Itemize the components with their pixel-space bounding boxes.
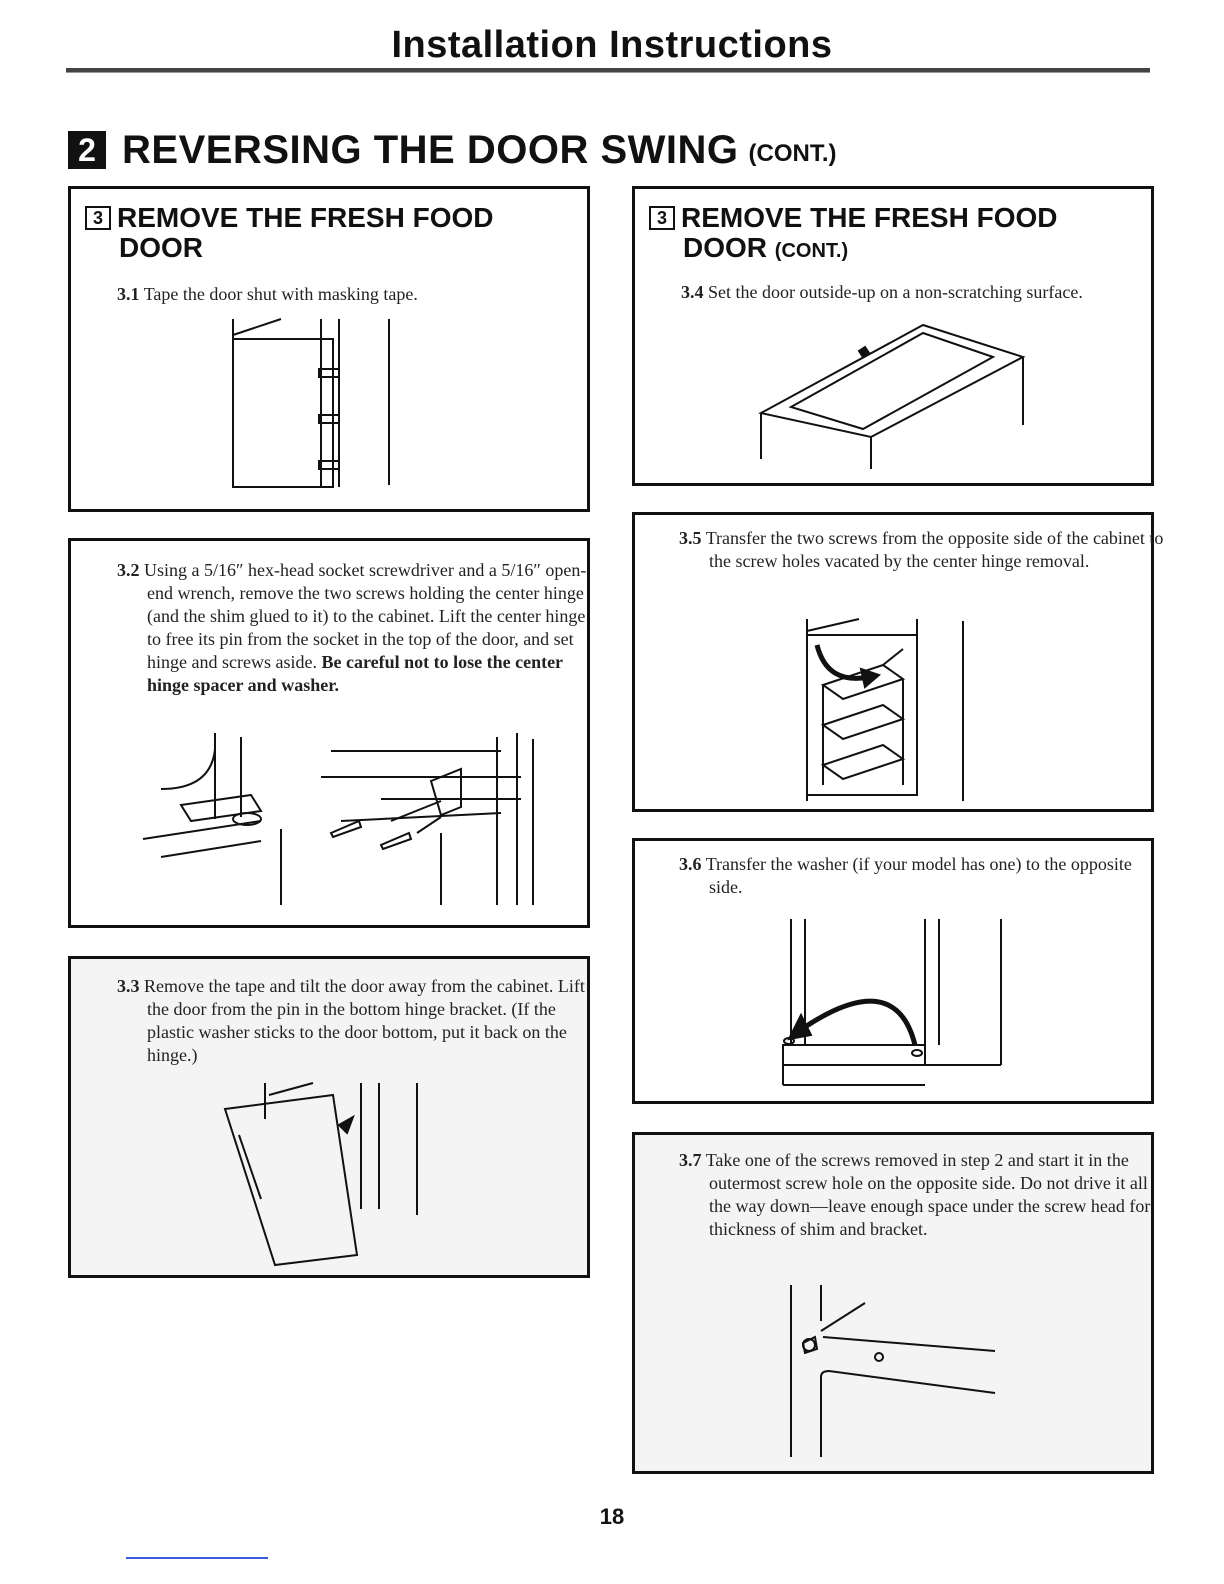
step-body: Using a 5/16″ hex-head socket screwdriver and a 5/16″ open-end wrench, remove the two screws holding the center hinge (and the shim glued to it) to the cabinet. Lift the center hinge to free its pin from the socket in the top of the door, and set hinge and screws aside. <box>144 560 587 672</box>
step-3-5-text <box>679 527 1165 573</box>
step-heading-line1: REMOVE THE FRESH FOOD <box>681 202 1058 233</box>
step-number-badge: 3 <box>649 206 675 230</box>
page-header: Installation Instructions <box>391 24 833 66</box>
step-body: Transfer the washer (if your model has one) to the opposite side. <box>705 854 1132 897</box>
center-hinge-illustration <box>141 729 561 919</box>
step-3-3-text <box>117 975 601 1067</box>
step-3-1-box <box>68 186 590 512</box>
step-3-7-box <box>632 1132 1154 1474</box>
page-number: 18 <box>599 1504 625 1529</box>
door-taped-illustration <box>221 315 421 495</box>
step-3-6-box <box>632 838 1154 1104</box>
step-body: Tape the door shut with masking tape. <box>143 284 418 304</box>
step-3-6-text <box>679 853 1165 899</box>
door-on-surface-illustration <box>753 321 1043 471</box>
step-heading-line1: REMOVE THE FRESH FOOD <box>117 202 494 233</box>
section-number-badge: 2 <box>68 131 106 169</box>
section-title-text: REVERSING THE DOOR SWING <box>122 127 739 172</box>
screw-transfer-illustration <box>803 615 983 805</box>
header-rule <box>66 68 1150 73</box>
screw-start-illustration <box>785 1281 1005 1461</box>
step-warning: Be careful not to lose the center hinge spacer and washer. <box>147 652 563 695</box>
step-body: Transfer the two screws from the opposite side of the cabinet to the screw holes vacated by the center hinge removal. <box>705 528 1164 571</box>
step-heading-line2: DOOR <box>683 232 767 263</box>
step-number: 3.2 <box>117 560 140 580</box>
step-number-badge: 3 <box>85 206 111 230</box>
step-number: 3.3 <box>117 976 140 996</box>
step-number: 3.1 <box>117 284 140 304</box>
step-heading-cont: (CONT.) <box>774 240 849 262</box>
step-3-1-text <box>117 283 577 306</box>
step-body: Remove the tape and tilt the door away from the cabinet. Lift the door from the pin in the bottom hinge bracket. (If the plastic washer sticks to the door bottom, put it back on the hinge.) <box>144 976 585 1065</box>
step-number: 3.6 <box>679 854 702 874</box>
step-number: 3.5 <box>679 528 702 548</box>
section-cont: (CONT.) <box>748 140 837 167</box>
step-3-2-box <box>68 538 590 928</box>
washer-transfer-illustration <box>775 915 1015 1095</box>
door-tilt-illustration <box>221 1079 441 1269</box>
section-title <box>68 128 836 172</box>
step-number: 3.7 <box>679 1150 702 1170</box>
step-3-4-text <box>681 281 1131 304</box>
step-heading <box>85 203 493 263</box>
step-heading <box>649 203 1057 266</box>
step-body: Set the door outside-up on a non-scratching surface. <box>708 282 1083 302</box>
step-3-4-box <box>632 186 1154 486</box>
step-body: Take one of the screws removed in step 2 and start it in the outermost screw hole on the opposite side. Do not drive it all the way down—leave enough space under the screw head for thickness of shim and bracket. <box>705 1150 1151 1239</box>
step-3-7-text <box>679 1149 1165 1241</box>
footer-link-underline <box>126 1557 268 1559</box>
step-3-2-text <box>117 559 601 697</box>
step-3-3-box <box>68 956 590 1278</box>
step-heading-line2: DOOR <box>119 232 203 263</box>
step-3-5-box <box>632 512 1164 812</box>
step-number: 3.4 <box>681 282 704 302</box>
